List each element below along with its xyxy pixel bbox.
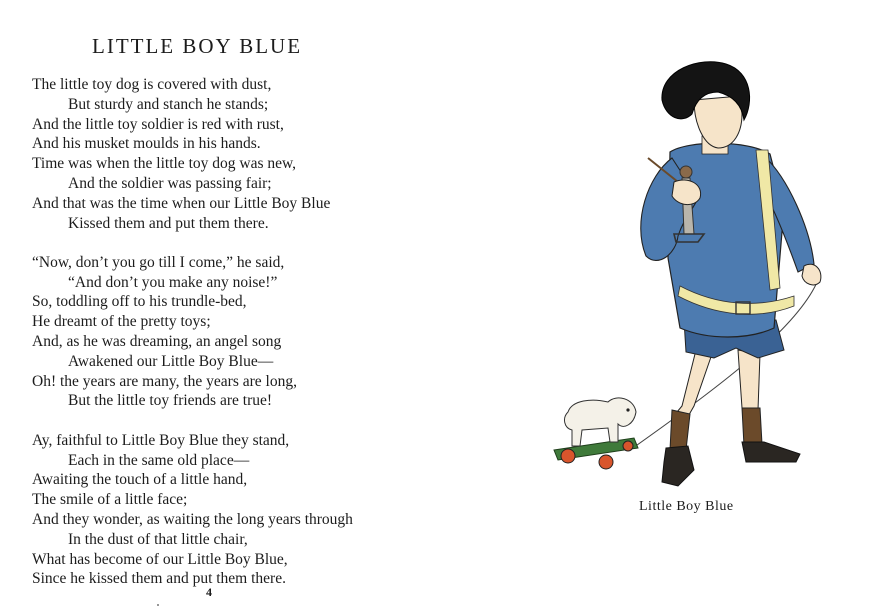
poem-line: “Now, don’t you go till I come,” he said, (32, 253, 285, 271)
boy-with-toys-illustration (548, 58, 838, 498)
poem-line: And the soldier was passing fair; (68, 174, 272, 192)
poem-line: He dreamt of the pretty toys; (32, 313, 211, 331)
right-sock (742, 408, 762, 446)
poem-line: And that was the time when our Little Boy Blue (32, 194, 331, 212)
cart-wheel (623, 441, 633, 451)
poem-title: LITTLE BOY BLUE (92, 34, 303, 58)
poem-line: In the dust of that little chair, (68, 530, 248, 548)
poem-line: “And don’t you make any noise!” (68, 273, 278, 291)
poem-line: Kissed them and put them there. (68, 214, 269, 232)
face (694, 96, 742, 148)
left-leg (672, 350, 712, 420)
left-hand (672, 180, 701, 205)
poem-line: Ay, faithful to Little Boy Blue they stand, (32, 431, 290, 449)
cart-wheel (561, 449, 575, 463)
toy-dog-cart (554, 398, 638, 469)
poem-line: Time was when the little toy dog was new, (32, 155, 297, 173)
poem-line: The little toy dog is covered with dust, (32, 76, 272, 93)
poem-line: But the little toy friends are true! (68, 392, 273, 410)
poem-stanza (32, 75, 422, 233)
illustration-caption: Little Boy Blue (639, 499, 734, 514)
page-number: 4 (206, 585, 212, 599)
poem-line: But sturdy and stanch he stands; (68, 95, 269, 113)
left-shoe (662, 446, 694, 486)
right-leg (738, 350, 760, 410)
poem-line: And the little toy soldier is red with rust, (32, 115, 284, 133)
right-hand (802, 264, 821, 285)
poem-line: Awakened our Little Boy Blue— (68, 352, 274, 370)
poem-line: Oh! the years are many, the years are long, (32, 372, 297, 390)
poem-line: What has become of our Little Boy Blue, (32, 550, 288, 568)
poem-stanza (32, 253, 422, 411)
poem-line: Awaiting the touch of a little hand, (32, 471, 248, 489)
poem-body (32, 75, 422, 609)
poem-line: Each in the same old place— (68, 451, 250, 469)
print-speck (157, 604, 159, 606)
left-sock (670, 410, 690, 450)
poem-line: And his musket moulds in his hands. (32, 135, 261, 153)
right-shoe (742, 442, 800, 462)
toy-dog (565, 398, 636, 446)
poem-line: And, as he was dreaming, an angel song (32, 333, 282, 351)
cart-wheel (599, 455, 613, 469)
poem-stanza (32, 431, 422, 589)
poem-line: So, toddling off to his trundle-bed, (32, 293, 247, 311)
poem-line: And they wonder, as waiting the long years through (32, 510, 353, 528)
poem-line: The smile of a little face; (32, 491, 188, 509)
poem-line: Since he kissed them and put them there. (32, 570, 286, 588)
